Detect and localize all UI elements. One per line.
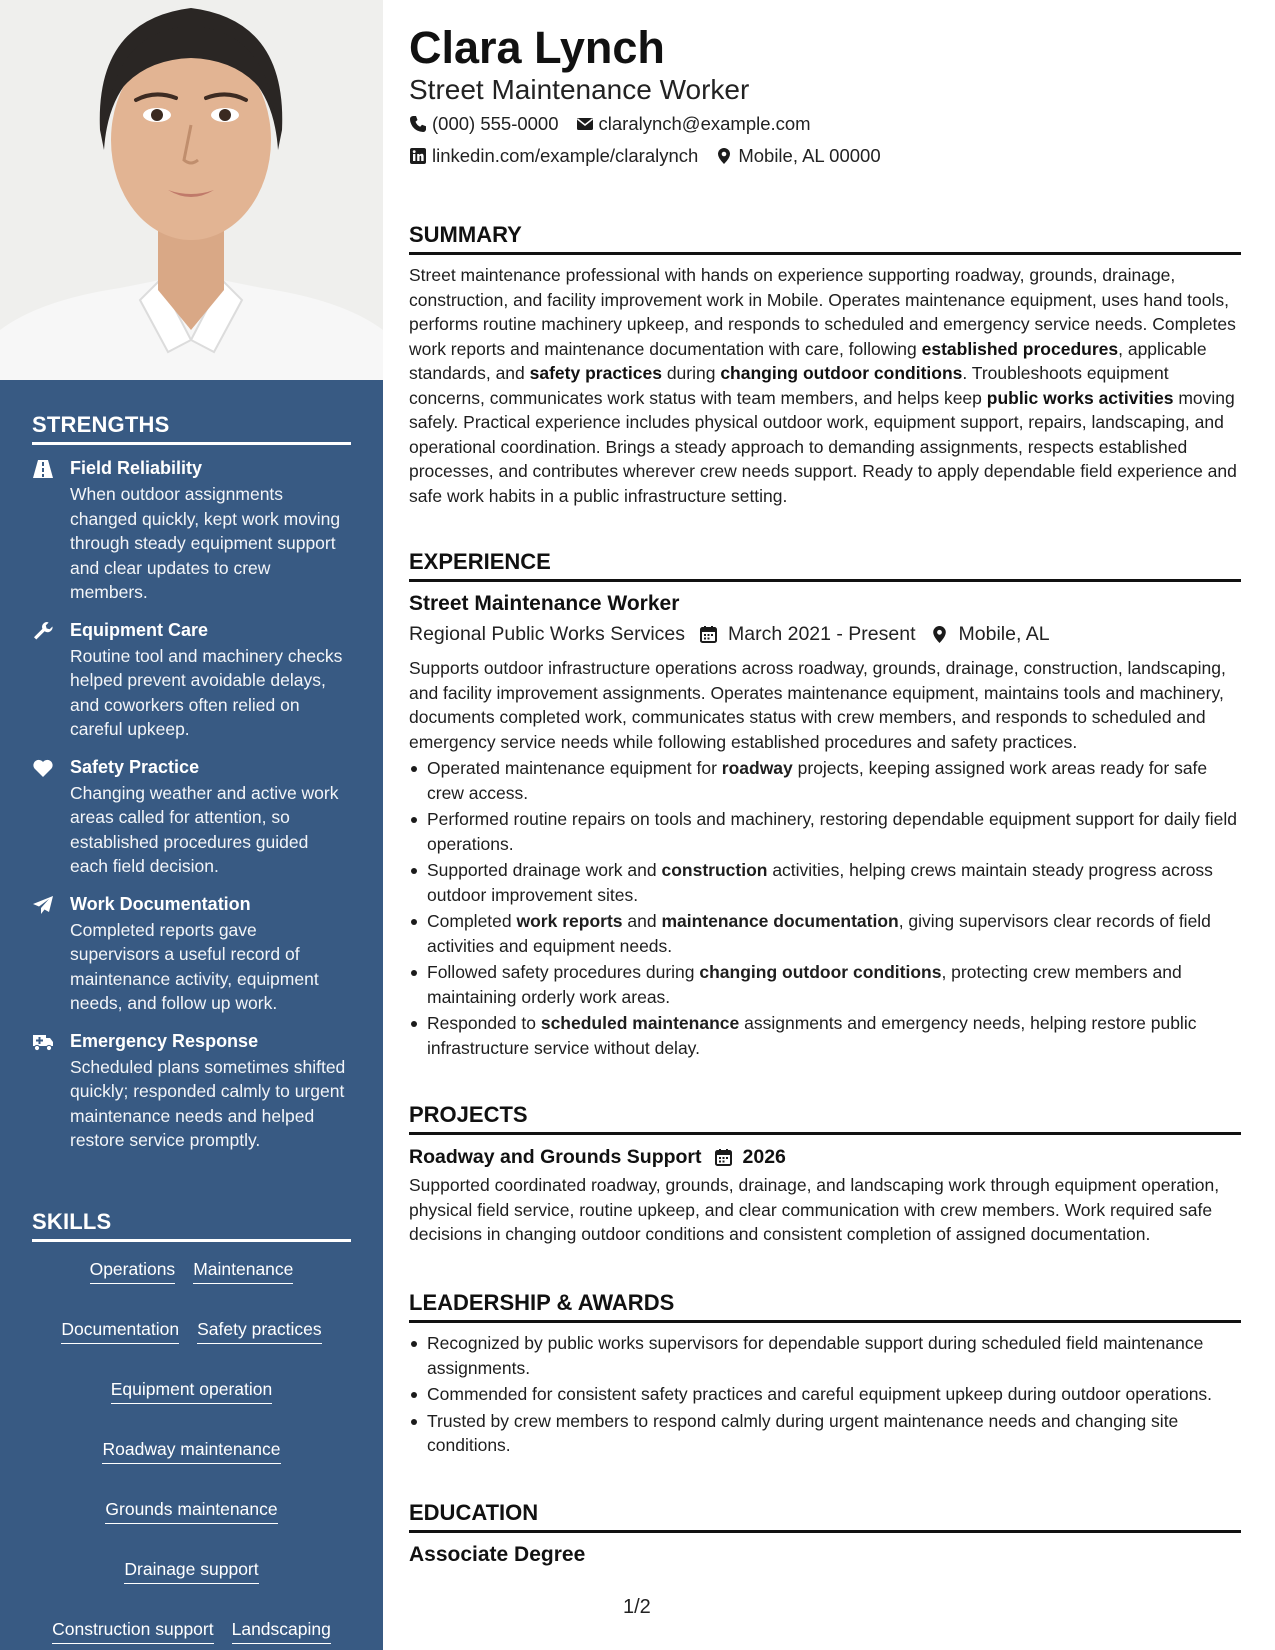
strength-description: Changing weather and active work areas called for attention, so established procedures guided each field decision. bbox=[70, 782, 339, 876]
emphasis-text: work reports bbox=[516, 911, 623, 931]
email-contact[interactable] bbox=[576, 113, 811, 135]
emphasis-text: roadway bbox=[721, 758, 793, 778]
list-item bbox=[409, 756, 1241, 805]
text-run: and bbox=[622, 911, 662, 931]
list-item: Recognized by public works supervisors for dependable support during scheduled field maintenance assignments. bbox=[409, 1331, 1241, 1380]
text-run: Followed safety procedures during bbox=[427, 962, 700, 982]
map-pin-icon bbox=[715, 147, 733, 165]
leadership-bullets bbox=[409, 1331, 1241, 1458]
emphasis-text: public works activities bbox=[986, 387, 1174, 408]
emphasis-text: maintenance documentation bbox=[661, 911, 899, 931]
contact-row bbox=[409, 145, 898, 167]
skill-tag: Construction support bbox=[52, 1618, 213, 1644]
strength-description: When outdoor assignments changed quickly, kept work moving through steady equipment support and clear updates to crew members. bbox=[70, 484, 341, 602]
text-run: Operated maintenance equipment for bbox=[427, 758, 722, 778]
project-year: 2026 bbox=[742, 1146, 786, 1168]
project-name: Roadway and Grounds Support bbox=[409, 1146, 702, 1168]
summary-section bbox=[409, 221, 1241, 508]
strength-title: Emergency Response bbox=[70, 1030, 259, 1051]
skills-section bbox=[32, 1209, 351, 1644]
strength-title: Safety Practice bbox=[70, 756, 200, 777]
experience-bullets bbox=[409, 756, 1241, 1060]
skill-tag: Operations bbox=[90, 1258, 176, 1284]
strength-item bbox=[32, 756, 351, 879]
degree-title: Associate Degree bbox=[409, 1543, 586, 1566]
leadership-heading: LEADERSHIP & AWARDS bbox=[409, 1289, 1241, 1323]
text-run: Responded to bbox=[427, 1013, 541, 1033]
phone-icon bbox=[409, 115, 427, 133]
text-run: , protecting crew members and maintaining orderly work areas. bbox=[427, 962, 1182, 1007]
projects-section bbox=[409, 1101, 1241, 1247]
strength-item bbox=[32, 619, 351, 742]
list-item bbox=[409, 1011, 1241, 1060]
strengths-heading: STRENGTHS bbox=[32, 412, 351, 445]
skill-tag: Grounds maintenance bbox=[105, 1498, 277, 1524]
paper-plane-icon bbox=[32, 895, 54, 915]
map-pin-icon bbox=[930, 625, 949, 644]
text-run: , applicable standards, and bbox=[409, 338, 1207, 383]
envelope-icon bbox=[576, 115, 594, 133]
location-text: Mobile, AL 00000 bbox=[738, 145, 881, 166]
location-contact bbox=[715, 145, 880, 167]
list-item bbox=[409, 858, 1241, 907]
text-run: activities, helping crews maintain steady progress across outdoor improvement sites. bbox=[427, 860, 1213, 905]
experience-section bbox=[409, 548, 1241, 1062]
skill-tag: Maintenance bbox=[193, 1258, 293, 1284]
strength-description: Completed reports gave supervisors a useful record of maintenance activity, equipment needs, and follow up work. bbox=[70, 919, 319, 1013]
text-run: assignments and emergency needs, helping restore public infrastructure service without delay. bbox=[427, 1013, 1197, 1058]
education-heading: EDUCATION bbox=[409, 1499, 1241, 1533]
experience-heading: EXPERIENCE bbox=[409, 548, 1241, 582]
skill-tag: Safety practices bbox=[197, 1318, 322, 1344]
list-item: Trusted by crew members to respond calmly during urgent maintenance needs and changing site conditions. bbox=[409, 1409, 1241, 1458]
list-item bbox=[409, 960, 1241, 1009]
text-run: , giving supervisors clear records of field activities and equipment needs. bbox=[427, 911, 1211, 956]
list-item bbox=[409, 807, 1241, 856]
strengths-section bbox=[32, 412, 351, 1167]
truck-medical-icon bbox=[32, 1032, 54, 1052]
emphasis-text: established procedures bbox=[921, 338, 1119, 359]
strength-description: Routine tool and machinery checks helped prevent avoidable delays, and coworkers often relied on careful upkeep. bbox=[70, 645, 343, 739]
page-number: 1/2 bbox=[623, 1596, 651, 1618]
skill-tag: Landscaping bbox=[232, 1618, 331, 1644]
job-meta bbox=[409, 620, 1241, 648]
calendar-icon bbox=[699, 625, 718, 644]
strength-title: Work Documentation bbox=[70, 893, 251, 914]
text-run: . Troubleshoots equipment concerns, communicates work status with team members, and helps keep bbox=[409, 363, 1169, 408]
calendar-icon bbox=[714, 1148, 733, 1167]
project-header bbox=[409, 1143, 1241, 1171]
profile-photo bbox=[0, 0, 383, 380]
emphasis-text: scheduled maintenance bbox=[540, 1013, 740, 1033]
strength-title: Field Reliability bbox=[70, 458, 203, 478]
job-dates: March 2021 - Present bbox=[728, 623, 916, 645]
job-title-heading: Street Maintenance Worker bbox=[409, 74, 750, 105]
job-location: Mobile, AL bbox=[958, 623, 1050, 645]
skill-tag: Roadway maintenance bbox=[102, 1438, 280, 1464]
text-run: Performed routine repairs on tools and machinery, restoring dependable equipment support for daily field operations. bbox=[427, 809, 1237, 854]
emphasis-text: changing outdoor conditions bbox=[720, 363, 963, 383]
job-description: Supports outdoor infrastructure operations across roadway, grounds, drainage, construction, landscaping, and facility improvement assignments. Operates maintenance equipment, maintains tools and machinery, documents completed work, communicates status with crew members, and responds to scheduled and emergency service needs while following established procedures and safety practices. bbox=[409, 658, 1226, 752]
contact-row bbox=[409, 113, 828, 135]
leadership-section bbox=[409, 1289, 1241, 1460]
emphasis-text: safety practices bbox=[529, 363, 662, 383]
strength-item bbox=[32, 1030, 351, 1153]
text-run: projects, keeping assigned work areas ready for safe crew access. bbox=[427, 758, 1208, 803]
candidate-name: Clara Lynch bbox=[409, 22, 665, 73]
sidebar bbox=[0, 0, 383, 1650]
strength-item bbox=[32, 893, 351, 1016]
projects-heading: PROJECTS bbox=[409, 1101, 1241, 1135]
project-description: Supported coordinated roadway, grounds, drainage, and landscaping work through equipment operation, physical field service, routine upkeep, and clear communication with crew members. Work required safe decisions in changing outdoor conditions and consistent completion of assigned documentation. bbox=[409, 1175, 1220, 1244]
skill-tag: Drainage support bbox=[124, 1558, 258, 1584]
text-run: Completed bbox=[427, 911, 517, 931]
skill-tag: Documentation bbox=[61, 1318, 179, 1344]
education-section bbox=[409, 1499, 1241, 1571]
skill-tag: Equipment operation bbox=[111, 1378, 273, 1404]
phone-text: (000) 555-0000 bbox=[432, 113, 559, 134]
text-run: moving safely. Practical experience includes physical outdoor work, equipment support, repairs, landscaping, and operational coordination. Brings a steady approach to demanding assignments, respects established processes, and contributes wherever crew needs support. Ready to apply dependable field experience and safe work habits in a public infrastructure setting. bbox=[409, 387, 1237, 506]
heart-icon bbox=[32, 758, 54, 778]
emphasis-text: changing outdoor conditions bbox=[699, 962, 942, 982]
emphasis-text: construction bbox=[661, 860, 768, 880]
wrench-icon bbox=[32, 621, 54, 641]
company-name: Regional Public Works Services bbox=[409, 623, 685, 645]
summary-heading: SUMMARY bbox=[409, 221, 1241, 255]
text-run: Supported drainage work and bbox=[427, 860, 662, 880]
summary-text bbox=[409, 263, 1241, 508]
linkedin-icon bbox=[409, 147, 427, 165]
skills-list bbox=[32, 1254, 351, 1644]
list-item: Commended for consistent safety practices and careful equipment upkeep during outdoor operations. bbox=[409, 1382, 1241, 1407]
list-item bbox=[409, 909, 1241, 958]
email-text: claralynch@example.com bbox=[598, 113, 811, 134]
position-title: Street Maintenance Worker bbox=[409, 592, 680, 615]
phone-contact[interactable] bbox=[409, 113, 559, 135]
strength-description: Scheduled plans sometimes shifted quickly; responded calmly to urgent maintenance needs and helped restore service promptly. bbox=[70, 1056, 346, 1150]
text-run: during bbox=[661, 363, 721, 383]
strength-title: Equipment Care bbox=[70, 619, 209, 640]
linkedin-text: linkedin.com/example/claralynch bbox=[432, 145, 699, 166]
skills-heading: SKILLS bbox=[32, 1209, 351, 1242]
text-run: Street maintenance professional with hands on experience supporting roadway, grounds, drainage, construction, and facility improvement work in Mobile. Operates maintenance equipment, uses hand tools, performs routine machinery upkeep, and responds to scheduled and emergency service needs. Completes work reports and maintenance documentation with care, following bbox=[409, 265, 1236, 359]
linkedin-contact[interactable] bbox=[409, 145, 698, 167]
road-icon bbox=[32, 459, 54, 479]
strength-item bbox=[32, 457, 351, 605]
